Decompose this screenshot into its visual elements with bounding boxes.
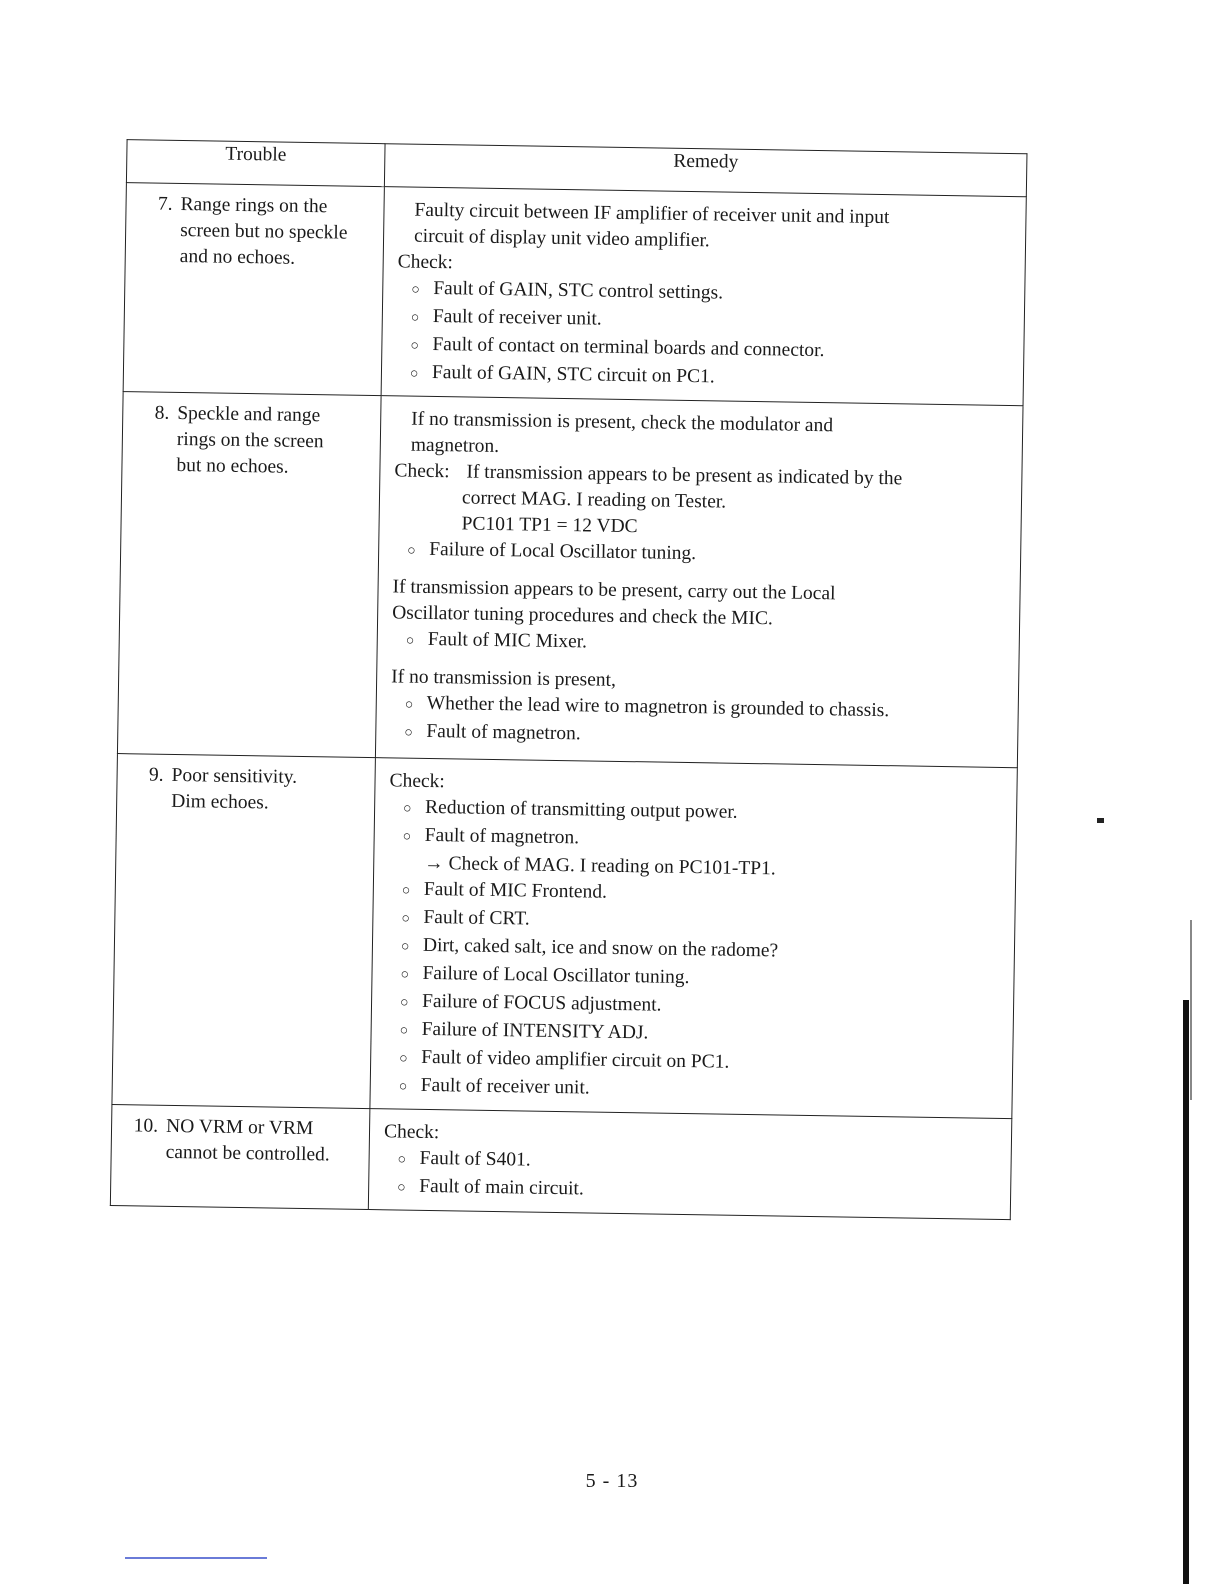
trouble-text: rings on the screen bbox=[176, 428, 324, 453]
trouble-text: NO VRM or VRM bbox=[165, 1115, 314, 1140]
remedy-cell bbox=[375, 396, 1023, 768]
remedy-column-header: Remedy bbox=[384, 144, 1027, 197]
bullet-icon: ○ bbox=[402, 801, 412, 817]
remedy-cell bbox=[381, 187, 1026, 406]
troubleshooting-table bbox=[110, 139, 1028, 1220]
list-item: ○ Dirt, caked salt, ice and snow on the radome? bbox=[400, 934, 779, 962]
bullet-icon: ○ bbox=[398, 1079, 408, 1095]
table-row bbox=[112, 754, 1017, 1119]
bullet-icon: ○ bbox=[400, 939, 410, 955]
list-item: ○ Fault of magnetron. bbox=[388, 822, 1007, 860]
remedy-text: magnetron. bbox=[410, 434, 500, 458]
scan-edge-bar bbox=[1183, 1000, 1189, 1584]
bullet-icon: ○ bbox=[404, 697, 414, 713]
table-row bbox=[117, 392, 1023, 768]
trouble-text: Speckle and range bbox=[177, 402, 321, 427]
list-item: ○ Failure of Local Oscillator tuning. bbox=[400, 962, 690, 989]
row-number: 7. bbox=[157, 193, 173, 215]
remedy-cell bbox=[370, 758, 1017, 1119]
bottom-rule bbox=[125, 1557, 267, 1559]
bullet-icon: ○ bbox=[405, 633, 415, 649]
trouble-cell bbox=[117, 392, 381, 758]
arrow-right-icon: → bbox=[424, 852, 444, 875]
list-item: ○ Whether the lead wire to magnetron is grounded to chassis. bbox=[404, 692, 890, 722]
list-item: ○ Failure of Local Oscillator tuning. bbox=[407, 538, 697, 565]
bullet-icon: ○ bbox=[401, 911, 410, 927]
trouble-cell bbox=[110, 1105, 370, 1210]
bullet-icon: ○ bbox=[397, 1180, 406, 1196]
check-label: Check: bbox=[394, 460, 450, 483]
remedy-text: Check of MAG. I reading on PC101-TP1. bbox=[448, 853, 776, 880]
bullet-icon: ○ bbox=[399, 1051, 408, 1067]
list-item: ○ Fault of GAIN, STC circuit on PC1. bbox=[409, 361, 715, 388]
bullet-icon: ○ bbox=[407, 543, 416, 559]
trouble-text: Range rings on the bbox=[180, 193, 328, 218]
remedy-text: correct MAG. I reading on Tester. bbox=[461, 487, 727, 513]
scan-edge-faint bbox=[1190, 920, 1192, 1100]
remedy-text: If no transmission is present, check the modulator and bbox=[411, 408, 834, 437]
list-item: ○ Fault of MIC Mixer. bbox=[392, 626, 1011, 664]
remedy-text: circuit of display unit video amplifier. bbox=[413, 225, 710, 252]
trouble-text: and no echoes. bbox=[179, 245, 296, 269]
list-item: ○ Fault of S401. bbox=[383, 1145, 1002, 1183]
trouble-text: cannot be controlled. bbox=[165, 1141, 330, 1166]
list-item: ○ Failure of FOCUS adjustment. bbox=[399, 990, 662, 1016]
list-item: ○ Failure of INTENSITY ADJ. bbox=[399, 1018, 649, 1044]
row-number: 8. bbox=[154, 402, 170, 424]
check-label: Check: bbox=[383, 1121, 440, 1144]
list-item: ○ Fault of main circuit. bbox=[383, 1173, 1002, 1211]
bullet-icon: ○ bbox=[411, 282, 420, 298]
list-item: ○ Fault of GAIN, STC control settings. bbox=[411, 277, 724, 304]
bullet-icon: ○ bbox=[404, 725, 413, 741]
check-label: Check: bbox=[397, 251, 454, 274]
list-item: ○ Fault of MIC Frontend. bbox=[388, 876, 1007, 914]
page-number: 5 - 13 bbox=[585, 1470, 639, 1492]
remedy-text: PC101 TP1 = 12 VDC bbox=[461, 513, 638, 538]
bullet-icon: ○ bbox=[399, 995, 409, 1011]
table-row bbox=[110, 1105, 1011, 1220]
row-number: 9. bbox=[148, 764, 164, 786]
bullet-icon: ○ bbox=[402, 829, 412, 845]
list-item: ○ Reduction of transmitting output power. bbox=[402, 796, 738, 823]
trouble-cell bbox=[123, 183, 384, 396]
remedy-text: Oscillator tuning procedures and check the MIC. bbox=[392, 602, 773, 630]
scan-mark bbox=[1097, 818, 1104, 823]
trouble-cell bbox=[112, 754, 375, 1109]
list-item: ○ Fault of receiver unit. bbox=[385, 1072, 1004, 1110]
list-item: ○ Fault of receiver unit. bbox=[397, 303, 1016, 341]
remedy-cell bbox=[368, 1109, 1012, 1220]
bullet-icon: ○ bbox=[410, 310, 420, 326]
bullet-icon: ○ bbox=[399, 1023, 409, 1039]
remedy-text: If no transmission is present, bbox=[391, 666, 617, 691]
trouble-text: but no echoes. bbox=[176, 454, 289, 478]
trouble-text: Dim echoes. bbox=[171, 790, 269, 814]
list-item: ○ Fault of video amplifier circuit on PC1. bbox=[399, 1046, 730, 1073]
bullet-icon: ○ bbox=[410, 338, 419, 354]
check-label: Check: bbox=[389, 770, 445, 793]
list-item: ○ Fault of magnetron. bbox=[390, 718, 1009, 756]
bullet-icon: ○ bbox=[400, 967, 410, 983]
list-item: ○ Fault of CRT. bbox=[387, 904, 1006, 942]
table-row bbox=[123, 183, 1026, 406]
list-item: ○ Fault of contact on terminal boards and connector. bbox=[410, 333, 825, 362]
row-number: 10. bbox=[133, 1115, 159, 1137]
remedy-text: If transmission appears to be present, carry out the Local bbox=[392, 576, 836, 605]
bullet-icon: ○ bbox=[401, 883, 411, 899]
bullet-icon: ○ bbox=[409, 366, 419, 382]
remedy-text: If transmission appears to be present as indicated by the bbox=[466, 461, 903, 490]
bullet-icon: ○ bbox=[397, 1152, 407, 1168]
trouble-column-header: Trouble bbox=[126, 140, 385, 187]
trouble-text: Poor sensitivity. bbox=[171, 764, 298, 788]
remedy-text: Faulty circuit between IF amplifier of receiver unit and input bbox=[414, 199, 890, 229]
trouble-text: screen but no speckle bbox=[180, 219, 348, 244]
